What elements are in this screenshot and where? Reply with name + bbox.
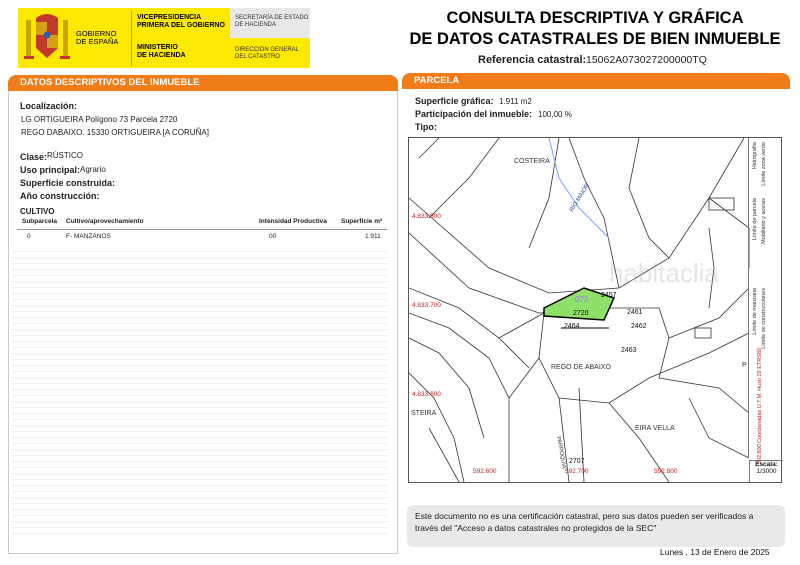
- sup-grafica-value: 1.911 m2: [499, 97, 532, 106]
- sup-grafica-label: Superficie gráfica:: [415, 96, 494, 106]
- cell-intensidad: 00: [269, 233, 277, 240]
- parcel-2464: 2464: [564, 323, 580, 330]
- vicepresidencia-text: VICEPRESIDENCIA PRIMERA DEL GOBIERNO: [137, 14, 225, 29]
- direccion-text: DIRECCIÓN GENERAL DEL CATASTRO: [235, 47, 300, 60]
- uso-label: Uso principal:: [20, 165, 81, 175]
- cell-subparcela: 0: [27, 233, 31, 240]
- ministerio-text: MINISTERIO DE HACIENDA: [137, 44, 186, 59]
- localizacion-label: Localización:: [20, 101, 78, 111]
- parcel-2463: 2463: [621, 347, 637, 354]
- parcel-2720: 2720: [573, 310, 589, 317]
- parroquia-label: PARROQUIA: [555, 436, 567, 470]
- legend-zona-verde: Límite zona verde: [761, 142, 767, 186]
- col-subparcela: Subparcela: [22, 218, 58, 225]
- y-coord-1: 4.833.800: [412, 213, 441, 220]
- participacion-value: 100,00 %: [538, 110, 572, 119]
- sup-construida-label: Superficie construida:: [20, 178, 116, 188]
- cadastral-map[interactable]: [408, 137, 782, 483]
- gov-name: GOBIERNO DE ESPAÑA: [76, 29, 119, 46]
- col-cultivo: Cultivo/aprovechamiento: [66, 218, 144, 225]
- col-superficie: Superficie m²: [341, 218, 383, 225]
- parcel-2707: 2707: [569, 458, 585, 465]
- section-bar-parcela: PARCELA: [402, 73, 790, 89]
- clase-value: RÚSTICO: [47, 151, 83, 160]
- table-header-rule: [17, 229, 387, 230]
- y-coord-2: 4.833.700: [412, 302, 441, 309]
- legend-mobiliario: Mobiliario y aceras: [761, 198, 767, 244]
- y-coord-3: 4.833.600: [412, 391, 441, 398]
- scale-label: Escala:: [755, 461, 778, 468]
- localizacion-line1: LG ORTIGUEIRA Polígono 73 Parcela 2720: [21, 115, 178, 124]
- secretaria-text: SECRETARÍA DE ESTADO DE HACIENDA: [235, 15, 309, 28]
- legend-parcela: Límite de parcela: [752, 198, 758, 241]
- cell-superficie: 1.911: [365, 233, 381, 240]
- watermark: habitaclia: [609, 258, 719, 288]
- logo-divider: [131, 10, 132, 66]
- legend-hidrografia: Hidrografía: [752, 142, 758, 170]
- parcel-2462: 2462: [631, 323, 647, 330]
- clase-label: Clase:: [20, 152, 48, 162]
- participacion-label: Participación del inmueble:: [415, 109, 533, 119]
- parcel-2461: 2461: [627, 309, 643, 316]
- x-coord-1: 592.600: [473, 468, 497, 475]
- place-steira: STEIRA: [411, 410, 437, 417]
- anio-label: Año construcción:: [20, 191, 100, 201]
- parcel-2457: 2457: [601, 292, 617, 299]
- map-drawing: [409, 138, 781, 482]
- cell-cultivo: F- MANZANOS: [66, 233, 111, 240]
- col-intensidad: Intensidad Productiva: [259, 218, 327, 225]
- legend-construcciones: Límite de construcciones: [761, 288, 767, 349]
- river-label: RÍO MAIOR: [569, 182, 592, 214]
- crs-label: 592.800 Coordenadas U.T.M. Huso 29 ETRS89: [757, 348, 763, 465]
- localizacion-line2: REGO DABAIXO. 15330 ORTIGUEIRA [A CORUÑA]: [21, 128, 209, 137]
- legend-manzana: Límite de manzana: [752, 288, 758, 335]
- scale-box: [749, 460, 783, 483]
- scale-value: 1/3000: [756, 468, 777, 475]
- cultivo-title: CULTIVO: [20, 207, 55, 216]
- document-title: CONSULTA DESCRIPTIVA Y GRÁFICA DE DATOS CATASTRALES DE BIEN INMUEBLE: [409, 9, 781, 48]
- place-costeira: COSTEIRA: [514, 158, 550, 165]
- place-p: P: [742, 362, 747, 369]
- uso-value: Agrario: [80, 165, 106, 174]
- place-eira-vella: EIRA VELLA: [635, 425, 675, 432]
- document-date: Lunes , 13 de Enero de 2025: [660, 547, 770, 557]
- disclaimer-note: Este documento no es una certificación catastral, pero sus datos pueden ser verificados a través del "Acceso a datos catastrales no protegidos de la SEC": [407, 505, 785, 547]
- x-coord-3: 592.800: [654, 468, 678, 475]
- ref-label: Referencia catastral:: [478, 54, 587, 66]
- ref-value: 15062A073027200000TQ: [586, 54, 707, 66]
- polygon-073: 073: [575, 295, 589, 304]
- tipo-label: Tipo:: [415, 122, 437, 132]
- x-coord-2: 592.700: [565, 468, 589, 475]
- place-rego-de-abaixo: REGO DE ABAIXO: [551, 364, 611, 371]
- section-bar-descriptivos: DATOS DESCRIPTIVOS DEL INMUEBLE: [8, 75, 398, 91]
- table-empty-rows: [12, 246, 388, 536]
- coat-of-arms-icon: [22, 10, 72, 66]
